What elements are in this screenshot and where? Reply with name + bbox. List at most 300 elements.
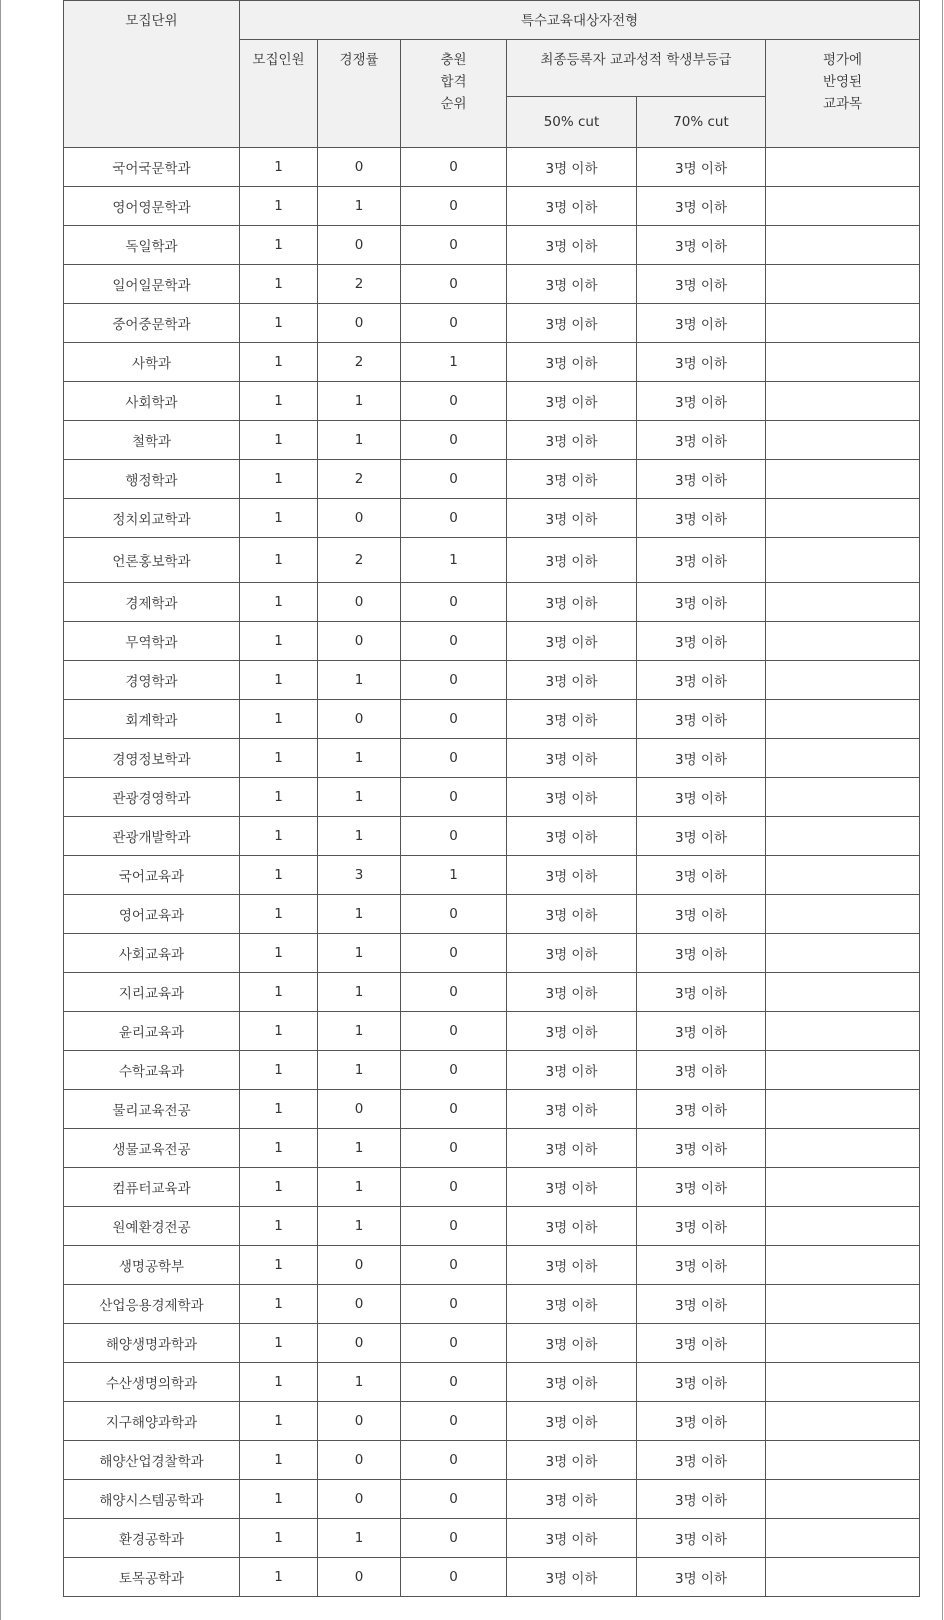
- cell-waitlist: 0: [401, 421, 507, 460]
- cell-unit: 국어교육과: [64, 856, 240, 895]
- cell-cut70: 3명 이하: [637, 1441, 766, 1480]
- cell-subjects: [766, 778, 920, 817]
- cell-waitlist: 0: [401, 895, 507, 934]
- cell-quota: 1: [240, 1051, 318, 1090]
- cell-ratio: 0: [318, 622, 401, 661]
- cell-subjects: [766, 1324, 920, 1363]
- cell-cut50: 3명 이하: [507, 778, 637, 817]
- cell-cut70: 3명 이하: [637, 583, 766, 622]
- cell-cut50: 3명 이하: [507, 661, 637, 700]
- cell-quota: 1: [240, 226, 318, 265]
- cell-quota: 1: [240, 265, 318, 304]
- cell-ratio: 2: [318, 460, 401, 499]
- table-row: [64, 187, 920, 226]
- cell-cut70: 3명 이하: [637, 661, 766, 700]
- cell-cut50: 3명 이하: [507, 817, 637, 856]
- table-row: [64, 1402, 920, 1441]
- cell-quota: 1: [240, 1480, 318, 1519]
- cell-unit: 정치외교학과: [64, 499, 240, 538]
- cell-cut50: 3명 이하: [507, 343, 637, 382]
- cell-waitlist: 0: [401, 934, 507, 973]
- cell-waitlist: 0: [401, 460, 507, 499]
- cell-subjects: [766, 661, 920, 700]
- cell-waitlist: 0: [401, 1324, 507, 1363]
- cell-unit: 수학교육과: [64, 1051, 240, 1090]
- cell-ratio: 1: [318, 421, 401, 460]
- cell-unit: 경영정보학과: [64, 739, 240, 778]
- cell-cut50: 3명 이하: [507, 265, 637, 304]
- cell-waitlist: 0: [401, 1363, 507, 1402]
- cell-cut50: 3명 이하: [507, 622, 637, 661]
- cell-ratio: 0: [318, 499, 401, 538]
- table-row: [64, 499, 920, 538]
- cell-subjects: [766, 304, 920, 343]
- table-row: [64, 1168, 920, 1207]
- cell-subjects: [766, 1051, 920, 1090]
- cell-cut70: 3명 이하: [637, 739, 766, 778]
- cell-quota: 1: [240, 148, 318, 187]
- cell-ratio: 1: [318, 895, 401, 934]
- cell-cut70: 3명 이하: [637, 226, 766, 265]
- cell-unit: 독일학과: [64, 226, 240, 265]
- cell-subjects: [766, 1090, 920, 1129]
- cell-subjects: [766, 148, 920, 187]
- cell-unit: 토목공학과: [64, 1558, 240, 1597]
- cell-waitlist: 0: [401, 1558, 507, 1597]
- cell-waitlist: 0: [401, 1285, 507, 1324]
- cell-unit: 경영학과: [64, 661, 240, 700]
- cell-subjects: [766, 1441, 920, 1480]
- cell-subjects: [766, 1285, 920, 1324]
- cell-cut70: 3명 이하: [637, 973, 766, 1012]
- cell-subjects: [766, 1402, 920, 1441]
- cell-waitlist: 0: [401, 382, 507, 421]
- cell-quota: 1: [240, 973, 318, 1012]
- cell-subjects: [766, 583, 920, 622]
- cell-cut70: 3명 이하: [637, 460, 766, 499]
- cell-cut70: 3명 이하: [637, 1285, 766, 1324]
- cell-ratio: 1: [318, 1207, 401, 1246]
- cell-quota: 1: [240, 661, 318, 700]
- cell-ratio: 0: [318, 304, 401, 343]
- cell-cut50: 3명 이하: [507, 460, 637, 499]
- cell-cut50: 3명 이하: [507, 1246, 637, 1285]
- table-row: [64, 1246, 920, 1285]
- cell-unit: 원예환경전공: [64, 1207, 240, 1246]
- cell-ratio: 1: [318, 778, 401, 817]
- cell-quota: 1: [240, 583, 318, 622]
- cell-subjects: [766, 265, 920, 304]
- cell-cut50: 3명 이하: [507, 1480, 637, 1519]
- cell-cut50: 3명 이하: [507, 1285, 637, 1324]
- table-header: [64, 1, 920, 148]
- cell-unit: 생명공학부: [64, 1246, 240, 1285]
- cell-quota: 1: [240, 343, 318, 382]
- cell-subjects: [766, 1129, 920, 1168]
- cell-quota: 1: [240, 817, 318, 856]
- cell-ratio: 1: [318, 1012, 401, 1051]
- cell-unit: 사학과: [64, 343, 240, 382]
- cell-cut50: 3명 이하: [507, 421, 637, 460]
- table-row: [64, 661, 920, 700]
- cell-quota: 1: [240, 304, 318, 343]
- cell-waitlist: 0: [401, 187, 507, 226]
- cell-subjects: [766, 460, 920, 499]
- cell-cut70: 3명 이하: [637, 1480, 766, 1519]
- cell-unit: 컴퓨터교육과: [64, 1168, 240, 1207]
- cell-cut50: 3명 이하: [507, 1402, 637, 1441]
- table-row: [64, 265, 920, 304]
- cell-subjects: [766, 382, 920, 421]
- cell-cut70: 3명 이하: [637, 856, 766, 895]
- cell-waitlist: 0: [401, 1129, 507, 1168]
- cell-ratio: 1: [318, 1168, 401, 1207]
- cell-unit: 수산생명의학과: [64, 1363, 240, 1402]
- cell-unit: 언론홍보학과: [64, 538, 240, 583]
- cell-quota: 1: [240, 1363, 318, 1402]
- cell-cut70: 3명 이하: [637, 187, 766, 226]
- cell-ratio: 1: [318, 187, 401, 226]
- cell-subjects: [766, 700, 920, 739]
- cell-cut70: 3명 이하: [637, 622, 766, 661]
- table-row: [64, 1090, 920, 1129]
- cell-subjects: [766, 1012, 920, 1051]
- cell-subjects: [766, 226, 920, 265]
- cell-cut70: 3명 이하: [637, 1558, 766, 1597]
- cell-unit: 해양생명과학과: [64, 1324, 240, 1363]
- table-row: [64, 1480, 920, 1519]
- cell-cut70: 3명 이하: [637, 817, 766, 856]
- cell-subjects: [766, 1246, 920, 1285]
- cell-cut70: 3명 이하: [637, 304, 766, 343]
- cell-subjects: [766, 895, 920, 934]
- cell-waitlist: 0: [401, 778, 507, 817]
- cell-cut50: 3명 이하: [507, 895, 637, 934]
- cell-quota: 1: [240, 1246, 318, 1285]
- cell-cut70: 3명 이하: [637, 895, 766, 934]
- header-cut50: 50% cut: [507, 97, 637, 148]
- cell-ratio: 1: [318, 934, 401, 973]
- cell-waitlist: 0: [401, 265, 507, 304]
- table-row: [64, 1285, 920, 1324]
- table-body: [64, 148, 920, 1597]
- cell-cut50: 3명 이하: [507, 1012, 637, 1051]
- cell-unit: 경제학과: [64, 583, 240, 622]
- cell-cut70: 3명 이하: [637, 1090, 766, 1129]
- table-row: [64, 148, 920, 187]
- table-row: [64, 934, 920, 973]
- cell-subjects: [766, 934, 920, 973]
- cell-cut50: 3명 이하: [507, 148, 637, 187]
- cell-waitlist: 0: [401, 304, 507, 343]
- cell-subjects: [766, 1480, 920, 1519]
- cell-quota: 1: [240, 739, 318, 778]
- cell-unit: 관광개발학과: [64, 817, 240, 856]
- cell-waitlist: 0: [401, 1207, 507, 1246]
- cell-unit: 회계학과: [64, 700, 240, 739]
- cell-quota: 1: [240, 1558, 318, 1597]
- cell-ratio: 1: [318, 382, 401, 421]
- cell-unit: 지구해양과학과: [64, 1402, 240, 1441]
- header-grade-group: 최종등록자 교과성적 학생부등급: [507, 40, 766, 97]
- cell-cut70: 3명 이하: [637, 421, 766, 460]
- cell-waitlist: 0: [401, 1012, 507, 1051]
- cell-cut50: 3명 이하: [507, 1168, 637, 1207]
- table-row: [64, 1441, 920, 1480]
- cell-waitlist: 0: [401, 583, 507, 622]
- cell-waitlist: 0: [401, 1441, 507, 1480]
- cell-cut50: 3명 이하: [507, 187, 637, 226]
- cell-ratio: 0: [318, 1480, 401, 1519]
- cell-subjects: [766, 817, 920, 856]
- cell-waitlist: 0: [401, 622, 507, 661]
- cell-unit: 무역학과: [64, 622, 240, 661]
- cell-cut50: 3명 이하: [507, 1129, 637, 1168]
- cell-ratio: 0: [318, 1090, 401, 1129]
- cell-cut70: 3명 이하: [637, 499, 766, 538]
- cell-cut50: 3명 이하: [507, 538, 637, 583]
- cell-quota: 1: [240, 1324, 318, 1363]
- table-row: [64, 895, 920, 934]
- table-row: [64, 1129, 920, 1168]
- cell-cut50: 3명 이하: [507, 304, 637, 343]
- cell-quota: 1: [240, 622, 318, 661]
- cell-ratio: 0: [318, 1402, 401, 1441]
- cell-unit: 윤리교육과: [64, 1012, 240, 1051]
- cell-quota: 1: [240, 499, 318, 538]
- cell-cut50: 3명 이하: [507, 1363, 637, 1402]
- cell-waitlist: 0: [401, 1051, 507, 1090]
- cell-waitlist: 0: [401, 1402, 507, 1441]
- cell-waitlist: 0: [401, 817, 507, 856]
- table-row: [64, 538, 920, 583]
- cell-cut50: 3명 이하: [507, 499, 637, 538]
- cell-unit: 물리교육전공: [64, 1090, 240, 1129]
- cell-ratio: 1: [318, 739, 401, 778]
- cell-quota: 1: [240, 700, 318, 739]
- cell-quota: 1: [240, 1441, 318, 1480]
- cell-quota: 1: [240, 1168, 318, 1207]
- cell-subjects: [766, 1363, 920, 1402]
- cell-ratio: 1: [318, 1519, 401, 1558]
- cell-ratio: 2: [318, 265, 401, 304]
- cell-quota: 1: [240, 778, 318, 817]
- cell-unit: 행정학과: [64, 460, 240, 499]
- cell-cut50: 3명 이하: [507, 856, 637, 895]
- cell-cut50: 3명 이하: [507, 1558, 637, 1597]
- cell-ratio: 2: [318, 343, 401, 382]
- admission-table: [63, 0, 920, 1597]
- cell-waitlist: 0: [401, 499, 507, 538]
- cell-unit: 사회학과: [64, 382, 240, 421]
- cell-cut70: 3명 이하: [637, 1168, 766, 1207]
- cell-subjects: [766, 1519, 920, 1558]
- cell-quota: 1: [240, 187, 318, 226]
- cell-unit: 영어영문학과: [64, 187, 240, 226]
- header-group: 특수교육대상자전형: [240, 1, 920, 40]
- table-row: [64, 460, 920, 499]
- cell-quota: 1: [240, 538, 318, 583]
- cell-subjects: [766, 739, 920, 778]
- table-row: [64, 1363, 920, 1402]
- cell-cut50: 3명 이하: [507, 1441, 637, 1480]
- cell-ratio: 1: [318, 1051, 401, 1090]
- table-row: [64, 700, 920, 739]
- table-row: [64, 1519, 920, 1558]
- table-row: [64, 583, 920, 622]
- cell-cut70: 3명 이하: [637, 1246, 766, 1285]
- cell-waitlist: 0: [401, 1519, 507, 1558]
- cell-waitlist: 1: [401, 856, 507, 895]
- table-row: [64, 778, 920, 817]
- header-waitlist: 충원 합격 순위: [401, 40, 507, 148]
- table-row: [64, 856, 920, 895]
- cell-waitlist: 0: [401, 226, 507, 265]
- cell-quota: 1: [240, 1012, 318, 1051]
- cell-ratio: 1: [318, 817, 401, 856]
- cell-subjects: [766, 343, 920, 382]
- cell-quota: 1: [240, 895, 318, 934]
- cell-subjects: [766, 1207, 920, 1246]
- cell-subjects: [766, 622, 920, 661]
- cell-cut70: 3명 이하: [637, 1129, 766, 1168]
- cell-unit: 철학과: [64, 421, 240, 460]
- table-row: [64, 622, 920, 661]
- cell-ratio: 0: [318, 1285, 401, 1324]
- cell-cut70: 3명 이하: [637, 382, 766, 421]
- cell-cut50: 3명 이하: [507, 934, 637, 973]
- table-row: [64, 1558, 920, 1597]
- cell-subjects: [766, 187, 920, 226]
- cell-unit: 일어일문학과: [64, 265, 240, 304]
- cell-cut70: 3명 이하: [637, 1363, 766, 1402]
- table-row: [64, 421, 920, 460]
- cell-ratio: 0: [318, 583, 401, 622]
- cell-quota: 1: [240, 1090, 318, 1129]
- cell-cut70: 3명 이하: [637, 1519, 766, 1558]
- cell-quota: 1: [240, 460, 318, 499]
- cell-cut50: 3명 이하: [507, 226, 637, 265]
- table-row: [64, 1012, 920, 1051]
- cell-subjects: [766, 973, 920, 1012]
- cell-cut50: 3명 이하: [507, 700, 637, 739]
- cell-ratio: 1: [318, 973, 401, 1012]
- cell-cut70: 3명 이하: [637, 778, 766, 817]
- cell-ratio: 0: [318, 1441, 401, 1480]
- table-row: [64, 817, 920, 856]
- cell-cut50: 3명 이하: [507, 583, 637, 622]
- cell-cut70: 3명 이하: [637, 538, 766, 583]
- cell-unit: 환경공학과: [64, 1519, 240, 1558]
- cell-ratio: 3: [318, 856, 401, 895]
- cell-waitlist: 1: [401, 538, 507, 583]
- cell-waitlist: 0: [401, 1246, 507, 1285]
- cell-unit: 생물교육전공: [64, 1129, 240, 1168]
- cell-cut70: 3명 이하: [637, 265, 766, 304]
- cell-cut70: 3명 이하: [637, 1324, 766, 1363]
- cell-ratio: 0: [318, 148, 401, 187]
- header-ratio: 경쟁률: [318, 40, 401, 148]
- cell-cut70: 3명 이하: [637, 343, 766, 382]
- cell-cut50: 3명 이하: [507, 1207, 637, 1246]
- cell-cut70: 3명 이하: [637, 700, 766, 739]
- cell-quota: 1: [240, 934, 318, 973]
- table-row: [64, 1324, 920, 1363]
- cell-ratio: 1: [318, 1129, 401, 1168]
- table-row: [64, 382, 920, 421]
- cell-waitlist: 0: [401, 148, 507, 187]
- cell-quota: 1: [240, 1207, 318, 1246]
- cell-cut70: 3명 이하: [637, 934, 766, 973]
- cell-cut50: 3명 이하: [507, 1324, 637, 1363]
- header-cut70: 70% cut: [637, 97, 766, 148]
- cell-cut70: 3명 이하: [637, 1207, 766, 1246]
- cell-cut50: 3명 이하: [507, 739, 637, 778]
- cell-unit: 지리교육과: [64, 973, 240, 1012]
- cell-subjects: [766, 421, 920, 460]
- cell-subjects: [766, 1168, 920, 1207]
- table-row: [64, 1051, 920, 1090]
- cell-quota: 1: [240, 421, 318, 460]
- cell-cut70: 3명 이하: [637, 1402, 766, 1441]
- cell-quota: 1: [240, 856, 318, 895]
- cell-cut50: 3명 이하: [507, 1090, 637, 1129]
- cell-unit: 영어교육과: [64, 895, 240, 934]
- cell-cut50: 3명 이하: [507, 1519, 637, 1558]
- cell-quota: 1: [240, 382, 318, 421]
- cell-cut70: 3명 이하: [637, 148, 766, 187]
- cell-cut50: 3명 이하: [507, 1051, 637, 1090]
- cell-cut50: 3명 이하: [507, 382, 637, 421]
- cell-waitlist: 0: [401, 1090, 507, 1129]
- cell-waitlist: 0: [401, 661, 507, 700]
- cell-quota: 1: [240, 1402, 318, 1441]
- cell-ratio: 0: [318, 226, 401, 265]
- cell-ratio: 0: [318, 700, 401, 739]
- cell-waitlist: 0: [401, 700, 507, 739]
- cell-ratio: 1: [318, 1363, 401, 1402]
- cell-waitlist: 0: [401, 1480, 507, 1519]
- cell-unit: 해양산업경찰학과: [64, 1441, 240, 1480]
- cell-cut70: 3명 이하: [637, 1051, 766, 1090]
- table-row: [64, 343, 920, 382]
- cell-waitlist: 0: [401, 1168, 507, 1207]
- table-row: [64, 1207, 920, 1246]
- cell-ratio: 0: [318, 1246, 401, 1285]
- cell-unit: 국어국문학과: [64, 148, 240, 187]
- cell-subjects: [766, 538, 920, 583]
- cell-unit: 사회교육과: [64, 934, 240, 973]
- cell-waitlist: 0: [401, 973, 507, 1012]
- cell-ratio: 0: [318, 1324, 401, 1363]
- cell-ratio: 1: [318, 661, 401, 700]
- cell-subjects: [766, 1558, 920, 1597]
- cell-cut70: 3명 이하: [637, 1012, 766, 1051]
- cell-quota: 1: [240, 1129, 318, 1168]
- cell-subjects: [766, 856, 920, 895]
- cell-waitlist: 1: [401, 343, 507, 382]
- table-row: [64, 304, 920, 343]
- cell-unit: 산업응용경제학과: [64, 1285, 240, 1324]
- header-unit: 모집단위: [64, 1, 240, 148]
- cell-ratio: 2: [318, 538, 401, 583]
- cell-ratio: 0: [318, 1558, 401, 1597]
- header-quota: 모집인원: [240, 40, 318, 148]
- header-subjects: 평가에 반영된 교과목: [766, 40, 920, 148]
- cell-waitlist: 0: [401, 739, 507, 778]
- table-row: [64, 739, 920, 778]
- table-row: [64, 226, 920, 265]
